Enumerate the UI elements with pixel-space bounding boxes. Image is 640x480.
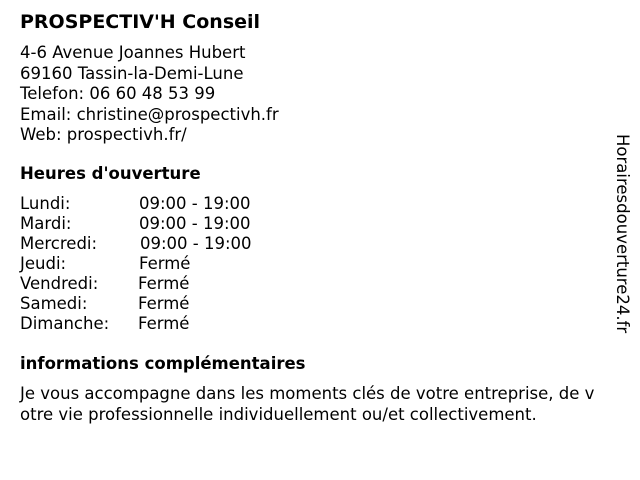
day-hours: 09:00 - 19:00	[139, 194, 251, 213]
email-line: Email: christine@prospectivh.fr	[20, 104, 279, 124]
day-hours: Fermé	[138, 314, 190, 333]
web-line: Web: prospectivh.fr/	[20, 125, 187, 144]
contact-block	[20, 43, 279, 146]
hours-heading: Heures d'ouverture	[20, 164, 201, 183]
day-hours: 09:00 - 19:00	[139, 214, 251, 233]
phone-line: Telefon: 06 60 48 53 99	[20, 84, 216, 103]
city-address: 69160 Tassin-la-Demi-Lune	[20, 63, 244, 83]
day-hours: Fermé	[139, 254, 191, 273]
info-text	[20, 383, 632, 425]
day-hours: Fermé	[138, 274, 190, 293]
day-label: Samedi:	[20, 294, 88, 313]
day-label: Vendredi:	[20, 274, 99, 293]
day-label: Mercredi:	[20, 234, 98, 253]
day-hours: Fermé	[138, 294, 190, 313]
business-name: PROSPECTIV'H Conseil	[20, 11, 261, 33]
street-address: 4-6 Avenue Joannes Hubert	[20, 43, 246, 62]
day-label: Lundi:	[20, 194, 71, 213]
day-hours: 09:00 - 19:00	[140, 234, 252, 253]
info-line: Je vous accompagne dans les moments clés de votre entreprise, de v	[20, 384, 595, 403]
day-label: Dimanche:	[20, 314, 110, 333]
info-heading: informations complémentaires	[20, 354, 306, 373]
info-line: otre vie professionnelle individuellement ou/et collectivement.	[20, 405, 537, 424]
site-watermark: Horairesdouverture24.fr	[613, 134, 632, 334]
day-label: Jeudi:	[20, 254, 67, 273]
day-label: Mardi:	[20, 214, 72, 233]
